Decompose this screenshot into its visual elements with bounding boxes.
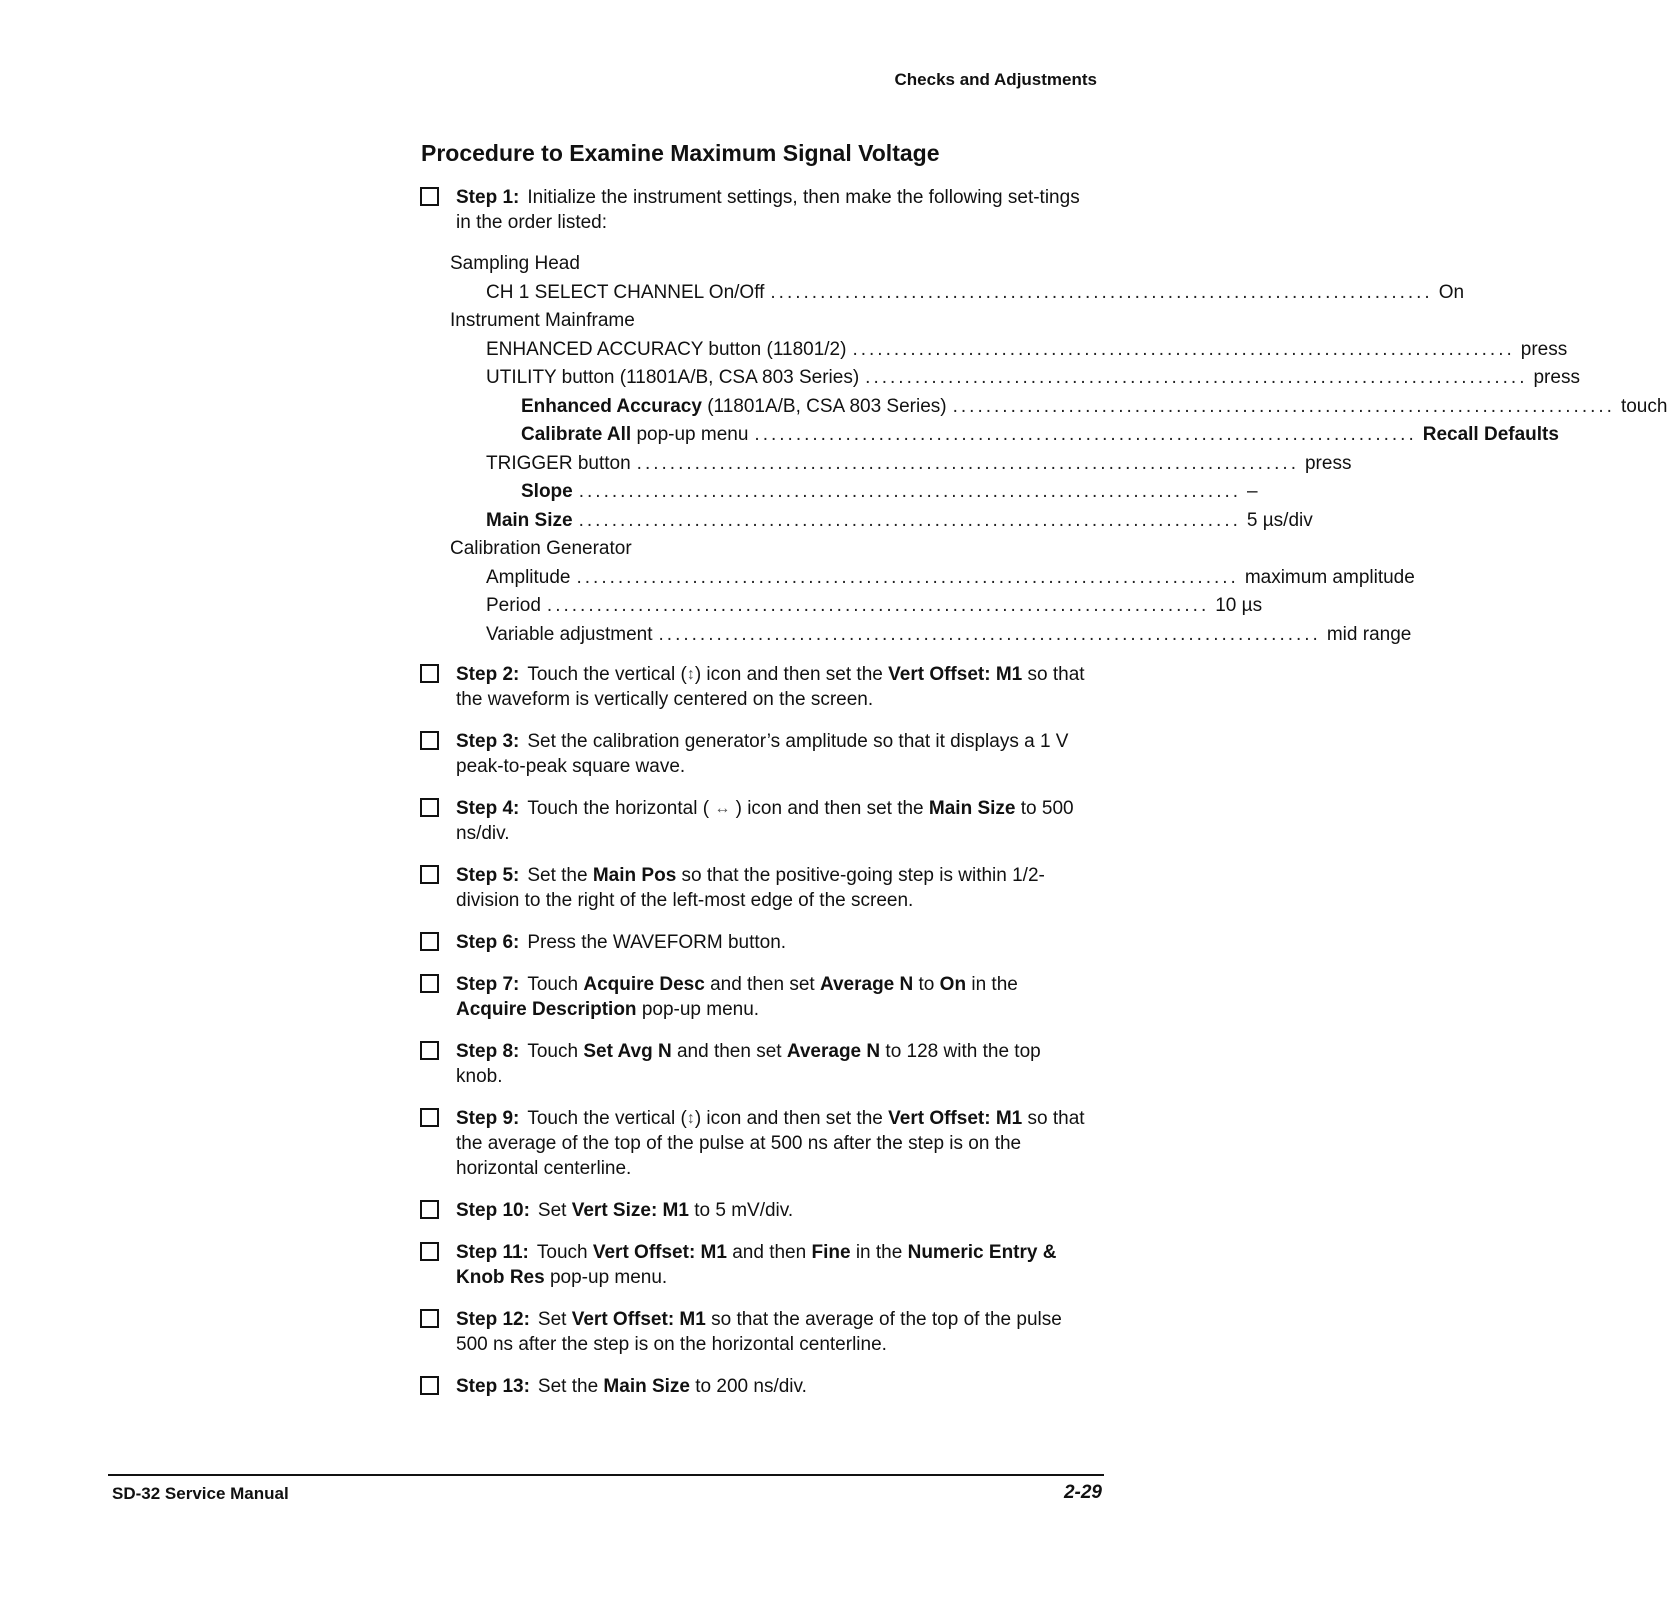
step-checkbox[interactable] bbox=[420, 1309, 439, 1328]
step-11: Step 11: Touch Vert Offset: M1 and then Fine in the Numeric Entry & Knob Res pop-up menu. bbox=[420, 1240, 1090, 1290]
step-6: Step 6: Press the WAVEFORM button. bbox=[420, 930, 1090, 955]
footer-manual-title: SD-32 Service Manual bbox=[112, 1484, 289, 1503]
step-7: Step 7: Touch Acquire Desc and then set Average N to On in the Acquire Description pop-up menu. bbox=[420, 972, 1090, 1022]
settings-group-mainframe: Instrument Mainframe bbox=[450, 310, 635, 331]
setting-row: Enhanced Accuracy (11801A/B, CSA 803 Series) ................................................................................ touch bbox=[521, 395, 1667, 417]
vertical-arrows-icon: ↕ bbox=[686, 1110, 695, 1128]
step-checkbox[interactable] bbox=[420, 1200, 439, 1219]
step-9: Step 9: Touch the vertical (↕) icon and then set the Vert Offset: M1 so that the average of the top of the pulse at 500 ns after the step is on the horizontal centerline. bbox=[420, 1106, 1090, 1181]
footer-page-number: 2-29 bbox=[1063, 1482, 1102, 1503]
setting-row: TRIGGER button ................................................................................ press bbox=[486, 452, 1352, 474]
running-header: Checks and Adjustments bbox=[894, 70, 1097, 89]
setting-row: Main Size ................................................................................ 5 µs/div bbox=[486, 509, 1313, 531]
footer-rule bbox=[108, 1474, 1104, 1476]
step-checkbox[interactable] bbox=[420, 1376, 439, 1395]
setting-row: Amplitude ................................................................................ maximum amplitude bbox=[486, 566, 1415, 588]
step-3: Step 3: Set the calibration generator’s amplitude so that it displays a 1 V peak-to-peak square wave. bbox=[420, 729, 1090, 779]
step-checkbox[interactable] bbox=[420, 1041, 439, 1060]
setting-row: Calibrate All pop-up menu ................................................................................ Recall Defaults bbox=[521, 424, 1559, 445]
step-10: Step 10: Set Vert Size: M1 to 5 mV/div. bbox=[420, 1198, 1090, 1223]
setting-row: CH 1 SELECT CHANNEL On/Off ................................................................................ On bbox=[486, 281, 1465, 303]
settings-group-sampling-head: Sampling Head bbox=[450, 253, 580, 274]
setting-row: ENHANCED ACCURACY button (11801/2) ................................................................................ press bbox=[486, 338, 1568, 360]
step-checkbox[interactable] bbox=[420, 1108, 439, 1127]
step-checkbox[interactable] bbox=[420, 731, 439, 750]
step-checkbox[interactable] bbox=[420, 187, 439, 206]
step-2: Step 2: Touch the vertical (↕) icon and then set the Vert Offset: M1 so that the waveform is vertically centered on the screen. bbox=[420, 662, 1090, 712]
step-checkbox[interactable] bbox=[420, 974, 439, 993]
step-1: Step 1: Initialize the instrument settings, then make the following set-tings in the order listed: bbox=[420, 185, 1090, 235]
step-checkbox[interactable] bbox=[420, 664, 439, 683]
step-8: Step 8: Touch Set Avg N and then set Average N to 128 with the top knob. bbox=[420, 1039, 1090, 1089]
setting-row: Slope ................................................................................ – bbox=[521, 481, 1258, 502]
step-12: Step 12: Set Vert Offset: M1 so that the average of the top of the pulse 500 ns after the step is on the horizontal centerline. bbox=[420, 1307, 1090, 1357]
step-checkbox[interactable] bbox=[420, 798, 439, 817]
step-13: Step 13: Set the Main Size to 200 ns/div. bbox=[420, 1374, 1090, 1399]
step-5: Step 5: Set the Main Pos so that the positive-going step is within 1/2-division to the right of the left-most edge of the screen. bbox=[420, 863, 1090, 913]
settings-group-cal-gen: Calibration Generator bbox=[450, 538, 632, 559]
settings-list bbox=[450, 250, 1667, 649]
step-4: Step 4: Touch the horizontal ( ↔ ) icon and then set the Main Size to 500 ns/div. bbox=[420, 796, 1090, 846]
vertical-arrows-icon: ↕ bbox=[686, 666, 695, 684]
step-checkbox[interactable] bbox=[420, 865, 439, 884]
setting-row: Variable adjustment ................................................................................ mid range bbox=[486, 623, 1412, 645]
setting-row: UTILITY button (11801A/B, CSA 803 Series) ................................................................................ press bbox=[486, 367, 1580, 388]
horizontal-arrows-icon: ↔ bbox=[714, 800, 731, 818]
step-checkbox[interactable] bbox=[420, 932, 439, 951]
setting-row: Period ................................................................................ 10 µs bbox=[486, 595, 1263, 616]
step-checkbox[interactable] bbox=[420, 1242, 439, 1261]
page-title: Procedure to Examine Maximum Signal Voltage bbox=[421, 140, 940, 166]
